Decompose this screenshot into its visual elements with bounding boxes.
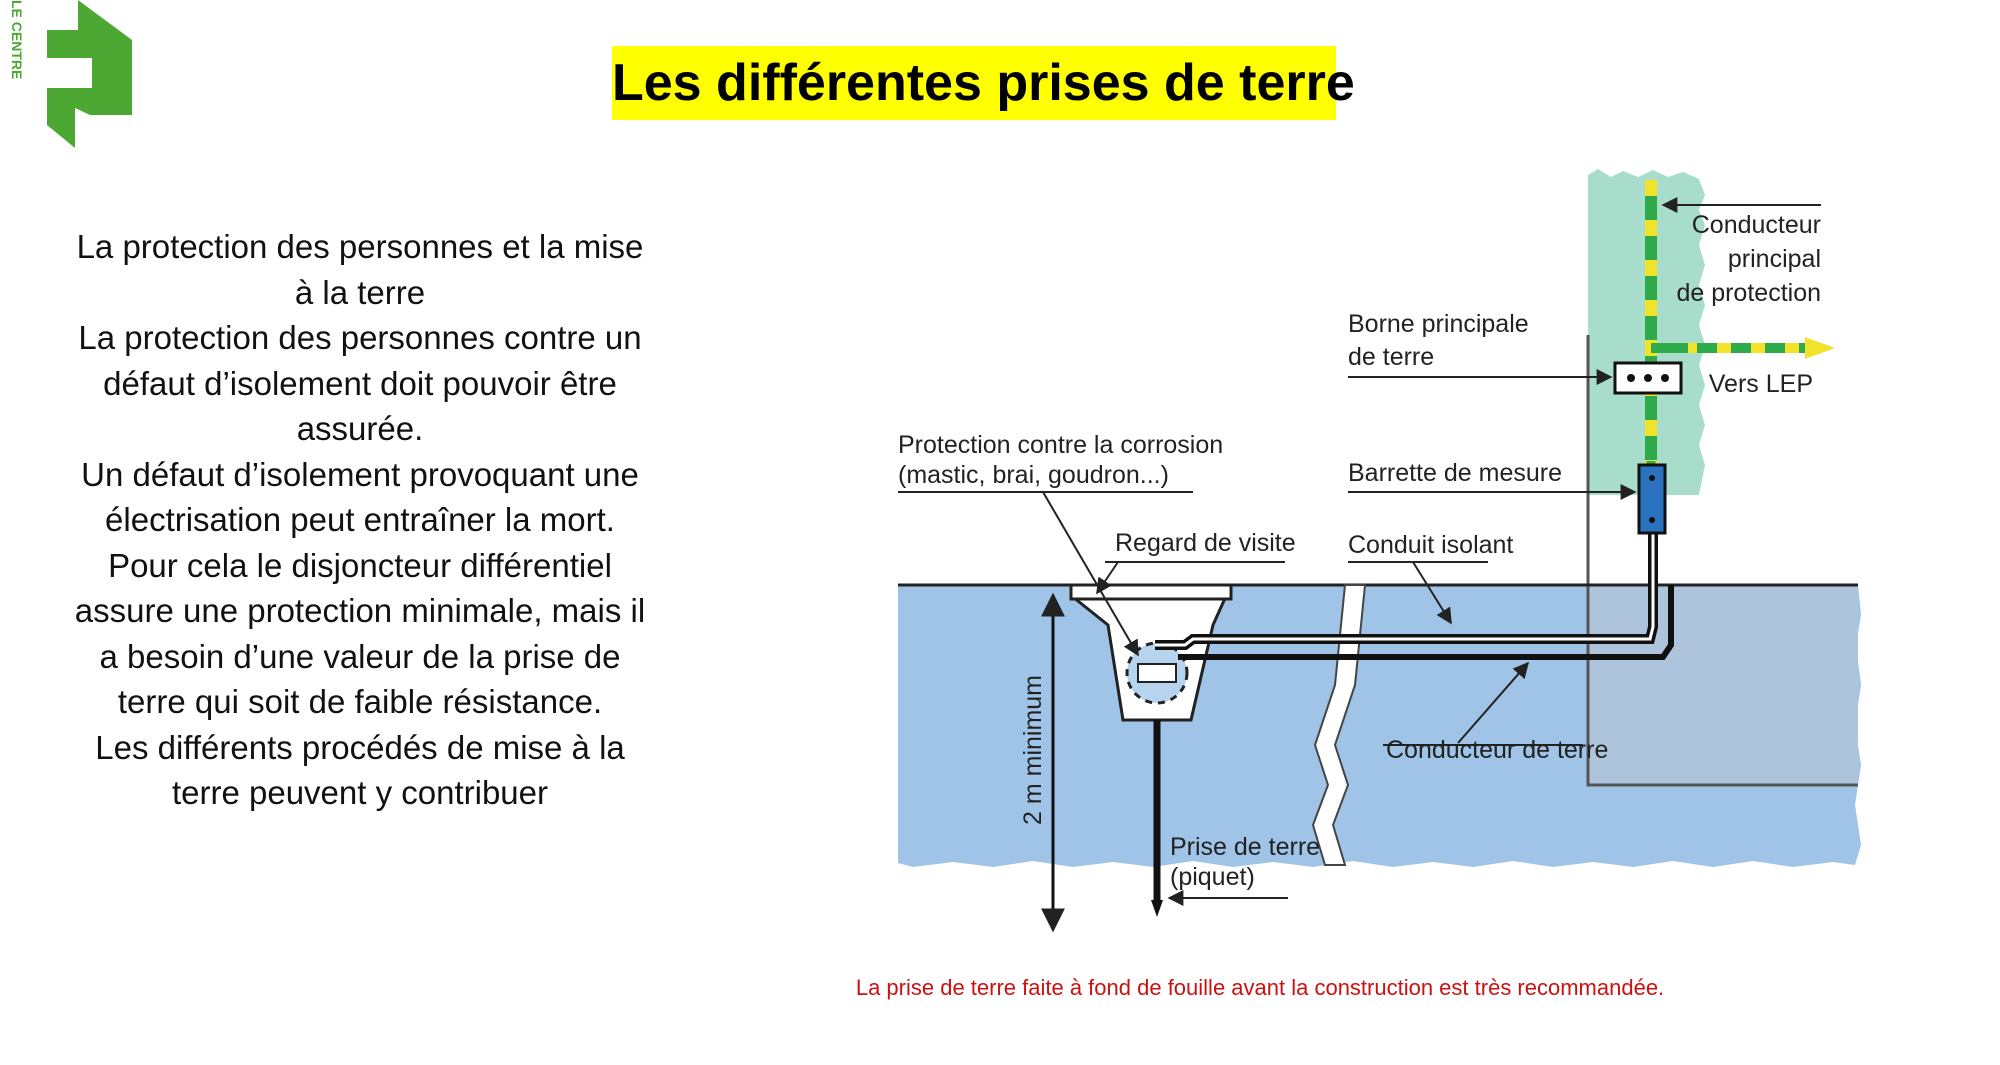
label-conducteur-1: Conducteur <box>1691 211 1821 239</box>
measuring-bar-screw-2 <box>1649 517 1655 523</box>
paragraph-4: Pour cela le disjoncteur différentiel assure une protection minimale, mais il a besoin d’une valeur de la prise de terre qui soit de faible résistance. <box>74 546 646 720</box>
label-regard: Regard de visite <box>1115 529 1296 557</box>
label-barrette: Barrette de mesure <box>1348 459 1562 487</box>
label-conducteur-2: principal <box>1727 245 1821 273</box>
label-conduit: Conduit isolant <box>1348 531 1514 559</box>
page-title: Les différentes prises de terre <box>612 46 1336 120</box>
label-vers-lep: Vers LEP <box>1708 370 1813 398</box>
label-borne-1: Borne principale <box>1348 310 1529 338</box>
terminal-dot-2 <box>1644 374 1652 382</box>
logo-mark <box>47 0 132 148</box>
terminal-dot-3 <box>1661 374 1669 382</box>
label-borne-2: de terre <box>1348 343 1435 371</box>
body-text <box>70 224 650 816</box>
inspection-pit-cover <box>1071 585 1231 599</box>
paragraph-5: Les différents procédés de mise à la terre peuvent y contribuer <box>95 728 625 811</box>
terminal-dot-1 <box>1627 374 1635 382</box>
label-depth: 2 m minimum <box>1019 674 1047 825</box>
figure-caption: La prise de terre faite à fond de fouille avant la construction est très recommandée. <box>855 975 1665 1000</box>
clamp <box>1138 664 1176 682</box>
logo <box>0 0 140 150</box>
logo-vertical-text: LE CENTRE <box>9 0 25 80</box>
paragraph-1: La protection des personnes et la mise à la terre <box>76 228 644 311</box>
foundation-area <box>1588 585 1858 785</box>
vers-lep-arrow <box>1805 337 1835 359</box>
label-prise-2: (piquet) <box>1170 863 1255 891</box>
earthing-diagram <box>893 165 1893 965</box>
measuring-bar-screw-1 <box>1649 475 1655 481</box>
label-protection-2: (mastic, brai, goudron...) <box>898 461 1169 489</box>
label-protection-1: Protection contre la corrosion <box>898 431 1224 459</box>
label-conducteur-3: de protection <box>1676 279 1821 307</box>
paragraph-3: Un défaut d’isolement provoquant une électrisation peut entraîner la mort. <box>81 455 639 538</box>
paragraph-2: La protection des personnes contre un défaut d’isolement doit pouvoir être assurée. <box>78 319 642 447</box>
ground-rod-tip <box>1151 900 1163 917</box>
label-conducteur-terre: Conducteur de terre <box>1386 736 1609 764</box>
label-prise-1: Prise de terre <box>1170 833 1321 861</box>
